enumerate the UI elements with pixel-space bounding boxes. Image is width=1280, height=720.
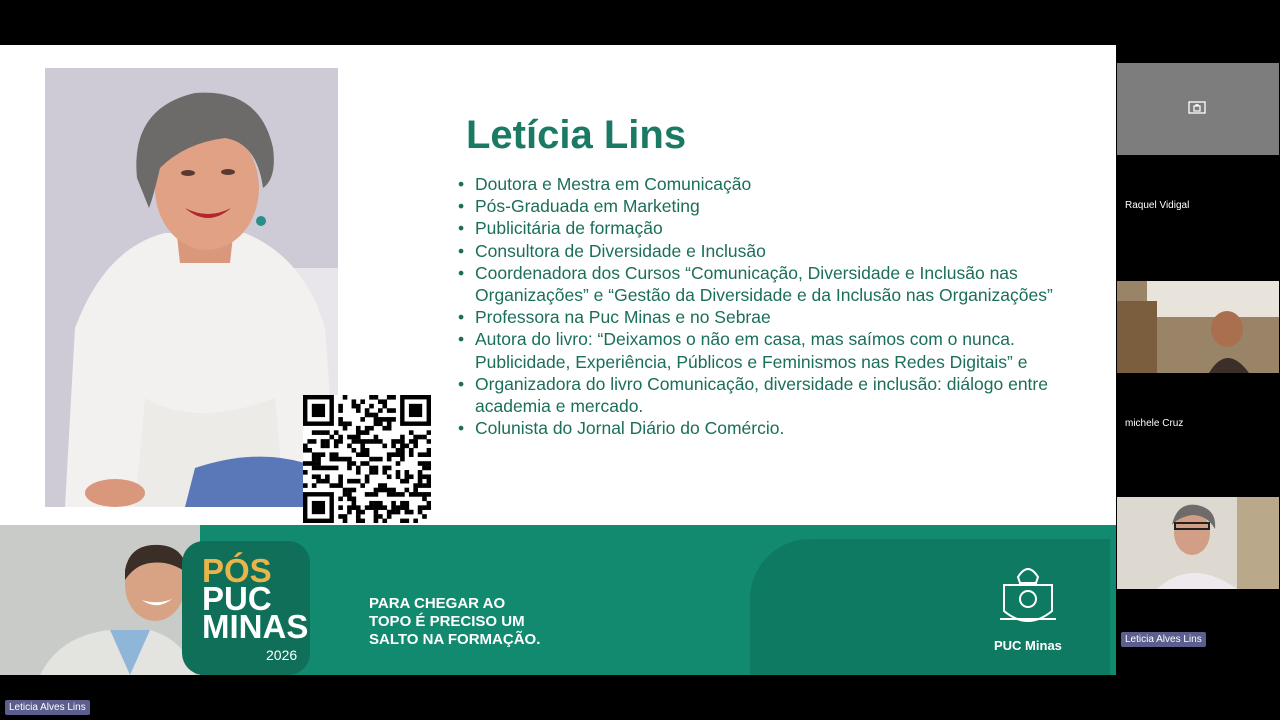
participant-name-tag: Leticia Alves Lins xyxy=(1121,632,1206,647)
bullet-item: • Consultora de Diversidade e Inclusão xyxy=(458,240,1078,262)
bullet-item: • Organizadora do livro Comunicação, diversidade e inclusão: diálogo entre academia e mercado. xyxy=(458,373,1078,417)
badge-year: 2026 xyxy=(266,647,298,663)
badge-line-2: PUC xyxy=(202,580,272,617)
bio-bullet-list xyxy=(458,173,1078,439)
bullet-item: • Professora na Puc Minas e no Sebrae xyxy=(458,306,1078,328)
bullet-item: • Publicitária de formação xyxy=(458,217,1078,239)
participant-name: Raquel Vidigal xyxy=(1125,200,1190,211)
bullet-item: • Colunista do Jornal Diário do Comércio. xyxy=(458,417,1078,439)
tagline-line-1: PARA CHEGAR AO xyxy=(369,595,506,612)
bullet-item: • Pós-Graduada em Marketing xyxy=(458,195,1078,217)
banner-tagline xyxy=(369,595,589,649)
monitor-lock-icon xyxy=(1188,101,1206,117)
participant-video xyxy=(1117,497,1279,589)
bullet-item: • Doutora e Mestra em Comunicação xyxy=(458,173,1078,195)
participant-tile-video-2[interactable] xyxy=(1117,497,1279,589)
participant-name: michele Cruz xyxy=(1125,418,1184,429)
puc-banner xyxy=(0,525,1116,675)
participant-tile-michele[interactable] xyxy=(1117,375,1279,493)
bullet-item: • Autora do livro: “Deixamos o não em casa, mas saímos com o nunca. Publicidade, Experiência, Públicos e Feminismos nas Redes Digitais” e xyxy=(458,328,1078,372)
speaker-name-title: Letícia Lins xyxy=(466,113,687,157)
pos-puc-minas-badge xyxy=(182,541,310,675)
active-speaker-name-tag: Leticia Alves Lins xyxy=(5,700,90,715)
badge-line-1: PÓS xyxy=(202,552,272,589)
puc-crest-icon xyxy=(996,559,1060,635)
participant-tile-screen-share[interactable] xyxy=(1117,63,1279,155)
participant-tile-video-1[interactable] xyxy=(1117,281,1279,373)
speaker-photo xyxy=(45,68,338,507)
puc-minas-logo-text: PUC Minas xyxy=(994,638,1062,653)
banner-person-image xyxy=(0,525,200,675)
badge-line-3: MINAS xyxy=(202,608,309,645)
bullet-item: • Coordenadora dos Cursos “Comunicação, Diversidade e Inclusão nas Organizações” e “Gestão da Diversidade e da Inclusão nas Organizações” xyxy=(458,262,1078,306)
tagline-line-3: SALTO NA FORMAÇÃO. xyxy=(369,631,541,648)
participant-video xyxy=(1117,281,1279,373)
tagline-line-2: TOPO É PRECISO UM xyxy=(369,613,525,630)
shared-slide xyxy=(0,45,1116,675)
participant-tile-raquel[interactable] xyxy=(1117,157,1279,275)
qr-code[interactable] xyxy=(303,395,431,523)
